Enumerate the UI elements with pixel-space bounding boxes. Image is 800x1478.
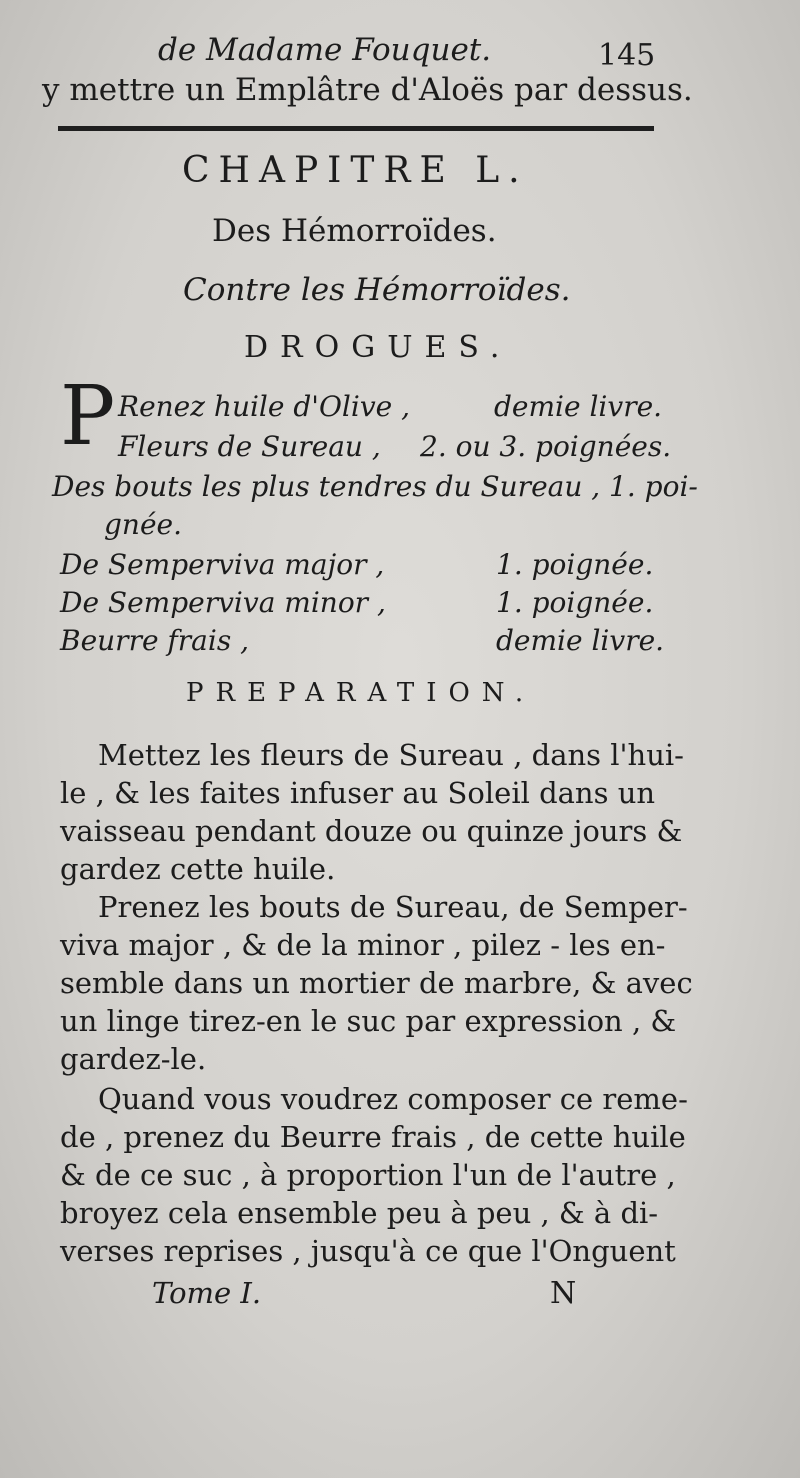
ingredient-name: Fleurs de Sureau , — [118, 430, 381, 463]
text-line: vaisseau pendant douze ou quinze jours & — [60, 814, 683, 848]
continuation-line: y mettre un Emplâtre d'Aloës par dessus. — [42, 72, 693, 108]
drop-cap: P — [60, 369, 116, 464]
text-line: & de ce suc , à proportion l'un de l'autre , — [60, 1158, 676, 1192]
ingredient-qty: 1. poignée. — [496, 586, 654, 619]
text-line: un linge tirez-en le suc par expression , & — [60, 1004, 677, 1038]
ingredient-qty: demie livre. — [494, 390, 663, 423]
preparation-heading: PREPARATION. — [186, 678, 536, 708]
text-line: Prenez les bouts de Sureau, de Semper- — [98, 890, 688, 924]
text-line: gardez-le. — [60, 1042, 207, 1076]
ingredient-name: Renez huile d'Olive , — [118, 390, 411, 423]
ingredient-name: Des bouts les plus tendres du Sureau , 1. poi- — [52, 470, 698, 503]
text-line: broyez cela ensemble peu à peu , & à di- — [60, 1196, 659, 1230]
signature-mark: N — [550, 1276, 577, 1311]
running-title: de Madame Fouquet. — [158, 32, 492, 68]
text-line: de , prenez du Beurre frais , de cette huile — [60, 1120, 686, 1154]
header-rule — [58, 126, 654, 131]
ingredient-name: Beurre frais , — [60, 624, 249, 657]
text-line: verses reprises , jusqu'à ce que l'Onguent — [60, 1234, 676, 1268]
text-line: viva major , & de la minor , pilez - les en- — [60, 928, 666, 962]
ingredient-qty: 1. poignée. — [496, 548, 654, 581]
volume-label: Tome I. — [152, 1276, 262, 1310]
ingredient-name: De Semperviva minor , — [60, 586, 386, 619]
ingredient-qty: 2. ou 3. poignées. — [420, 430, 672, 463]
text-line: Quand vous voudrez composer ce reme- — [98, 1082, 688, 1116]
page-number: 145 — [598, 38, 656, 73]
ingredient-name: De Semperviva major , — [60, 548, 385, 581]
ingredient-name: gnée. — [104, 508, 182, 541]
text-line: Mettez les fleurs de Sureau , dans l'hui- — [98, 738, 684, 772]
drugs-heading: DROGUES. — [244, 330, 512, 365]
text-line: semble dans un mortier de marbre, & avec — [60, 966, 693, 1000]
text-line: le , & les faites infuser au Soleil dans un — [60, 776, 656, 810]
ingredient-qty: demie livre. — [496, 624, 665, 657]
chapter-heading: CHAPITRE L. — [182, 150, 529, 191]
chapter-subtitle: Des Hémorroïdes. — [212, 213, 497, 249]
remedy-title: Contre les Hémorroïdes. — [183, 272, 571, 308]
text-line: gardez cette huile. — [60, 852, 336, 886]
